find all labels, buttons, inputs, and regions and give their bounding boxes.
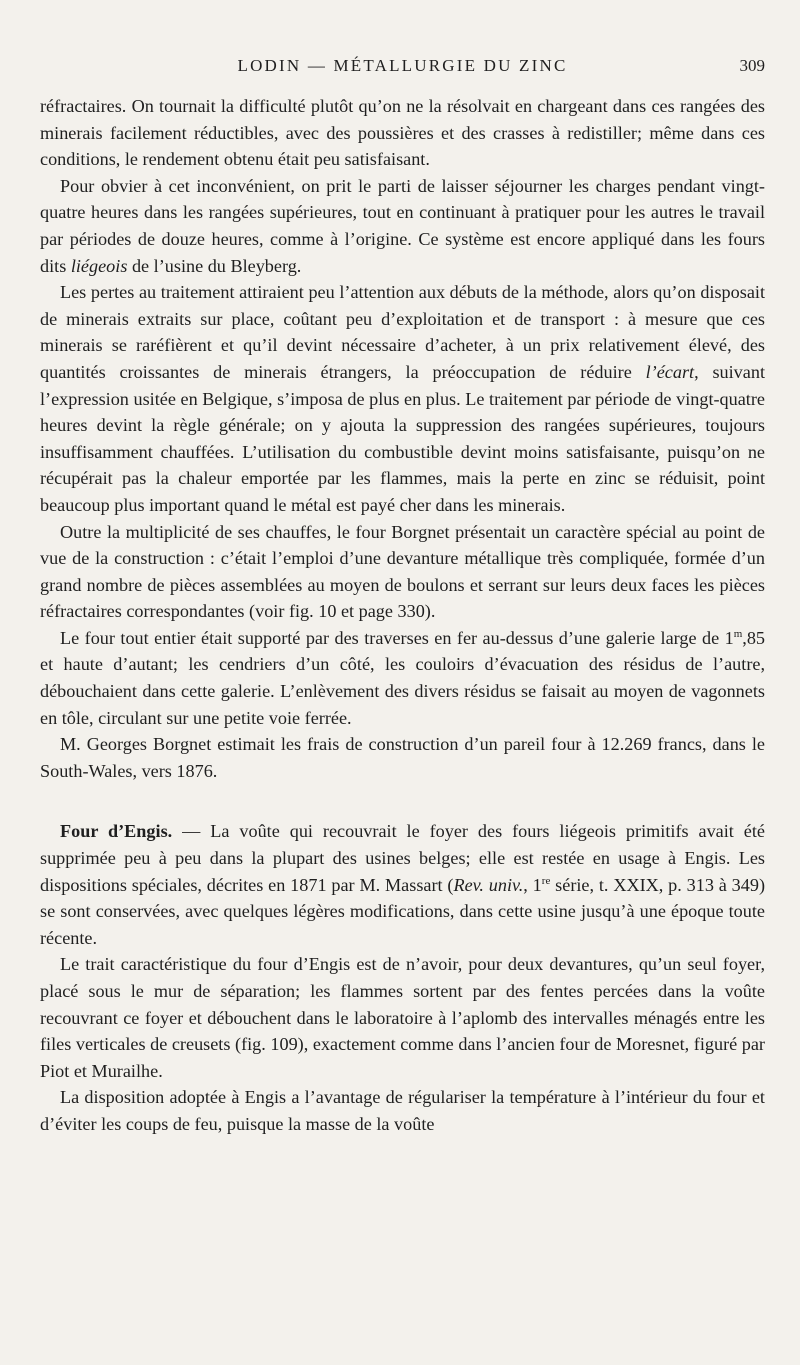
page-number: 309 xyxy=(739,56,765,75)
text-run: de l’usine du Bleyberg. xyxy=(127,255,302,276)
paragraph xyxy=(40,625,765,731)
page-header xyxy=(40,56,765,86)
text-run: Le trait caractéristique du four d’Engis est de n’avoir, pour deux devantures, qu’un seul foyer, placé sous le mur de séparation; les flammes sortent par des fentes percées dans la voûte recouvrant ce foyer et débouchent dans le laboratoire à l’aplomb des intervalles ménagés entre les files verticales de creusets (fig. 109), exactement comme dans l’ancien four de Moresnet, figuré par Piot et Murailhe. xyxy=(40,954,765,1081)
paragraph xyxy=(40,1084,765,1137)
paragraph xyxy=(40,731,765,784)
paragraph xyxy=(40,519,765,625)
italic-run: liégeois xyxy=(70,255,128,276)
italic-run: Rev. univ. xyxy=(453,874,524,895)
text-run: Les pertes au traitement attiraient peu l’attention aux débuts de la méthode, alors qu’on disposait de minerais extraits sur place, coûtant peu d’exploitation et de transport : à mesure que ces minerais se raréfièrent et qu’il devint nécessaire d’acheter, à un prix relativement élevé, des quantités croissantes de minerais étrangers, la préoccupation de réduire xyxy=(40,282,765,382)
text-run: , 1 xyxy=(523,874,542,895)
text-run: Outre la multiplicité de ses chauffes, le four Borgnet présentait un caractère spécial au point de vue de la construction : c’était l’emploi d’une devanture métallique très compliquée, formée d’un grand nombre de pièces assemblées au moyen de boulons et serrant sur leurs deux faces les pièces réfractaires correspondantes (voir fig. 10 et page 330). xyxy=(40,521,765,622)
text-run: réfractaires. On tournait la difficulté plutôt qu’on ne la résolvait en chargeant dans ces rangées des minerais facilement réductibles, avec des poussières et des crasses à redistiller; même dans ces conditions, le rendement obtenu était peu satisfaisant. xyxy=(40,96,765,170)
paragraph xyxy=(40,279,765,518)
body-text xyxy=(40,93,765,1138)
text-run: série, t. XXIX, p. 313 à 349) se sont conservées, avec quelques légères modifications, dans cette usine jusqu’à une époque toute récente. xyxy=(40,874,766,948)
superscript: re xyxy=(541,874,551,887)
text-run: M. Georges Borgnet estimait les frais de construction d’un pareil four à 12.269 francs, dans le South-Wales, vers 1876. xyxy=(40,734,765,781)
superscript: m xyxy=(733,627,743,640)
text-run: Pour obvier à cet inconvénient, on prit le parti de laisser séjourner les charges pendant vingt-quatre heures dans les rangées supérieures, tout en continuant à pratiquer pour les autres le travail par périodes de douze heures, comme à l’origine. Ce système est encore appliqué dans les fours dits xyxy=(40,175,765,276)
paragraph xyxy=(40,93,765,173)
paragraph xyxy=(40,951,765,1084)
italic-run: l’écart xyxy=(645,361,695,382)
text-run: ,85 et haute d’autant; les cendriers d’un côté, les couloirs d’évacuation des résidus de l’autre, débouchaient dans cette galerie. L’enlèvement des divers résidus se faisait au moyen de vagonnets en tôle, circulant sur une petite voie ferrée. xyxy=(40,627,765,728)
paragraph xyxy=(40,173,765,279)
run-in-heading: Four d’Engis. xyxy=(60,821,173,842)
running-title: LODIN — MÉTALLURGIE DU ZINC xyxy=(237,56,568,75)
section-paragraph-engis xyxy=(40,818,765,951)
text-run: — La voûte qui recouvrait le foyer des fours liégeois primitifs avait été supprimée peu à peu dans la plupart des usines belges; elle est restée en usage à Engis. Les dispositions spéciales, décrites en 1871 par M. Massart ( xyxy=(40,821,765,895)
text-run: , suivant l’expression usitée en Belgique, s’imposa de plus en plus. Le traitement par période de vingt-quatre heures devint la règle générale; on y ajouta la suppression des rangées supérieures, toujours insuffisamment chauffées. L’utilisation du combustible devint moins satisfaisante, puisqu’on ne récupérait pas la chaleur emportée par les flammes, mais la perte en zinc se réduisit, point beaucoup plus important quand le métal est payé cher dans les minerais. xyxy=(40,361,765,515)
text-run: La disposition adoptée à Engis a l’avantage de régulariser la température à l’intérieur du four et d’éviter les coups de feu, puisque la masse de la voûte xyxy=(40,1087,765,1134)
text-run: Le four tout entier était supporté par des traverses en fer au-dessus d’une galerie large de 1 xyxy=(60,627,734,648)
